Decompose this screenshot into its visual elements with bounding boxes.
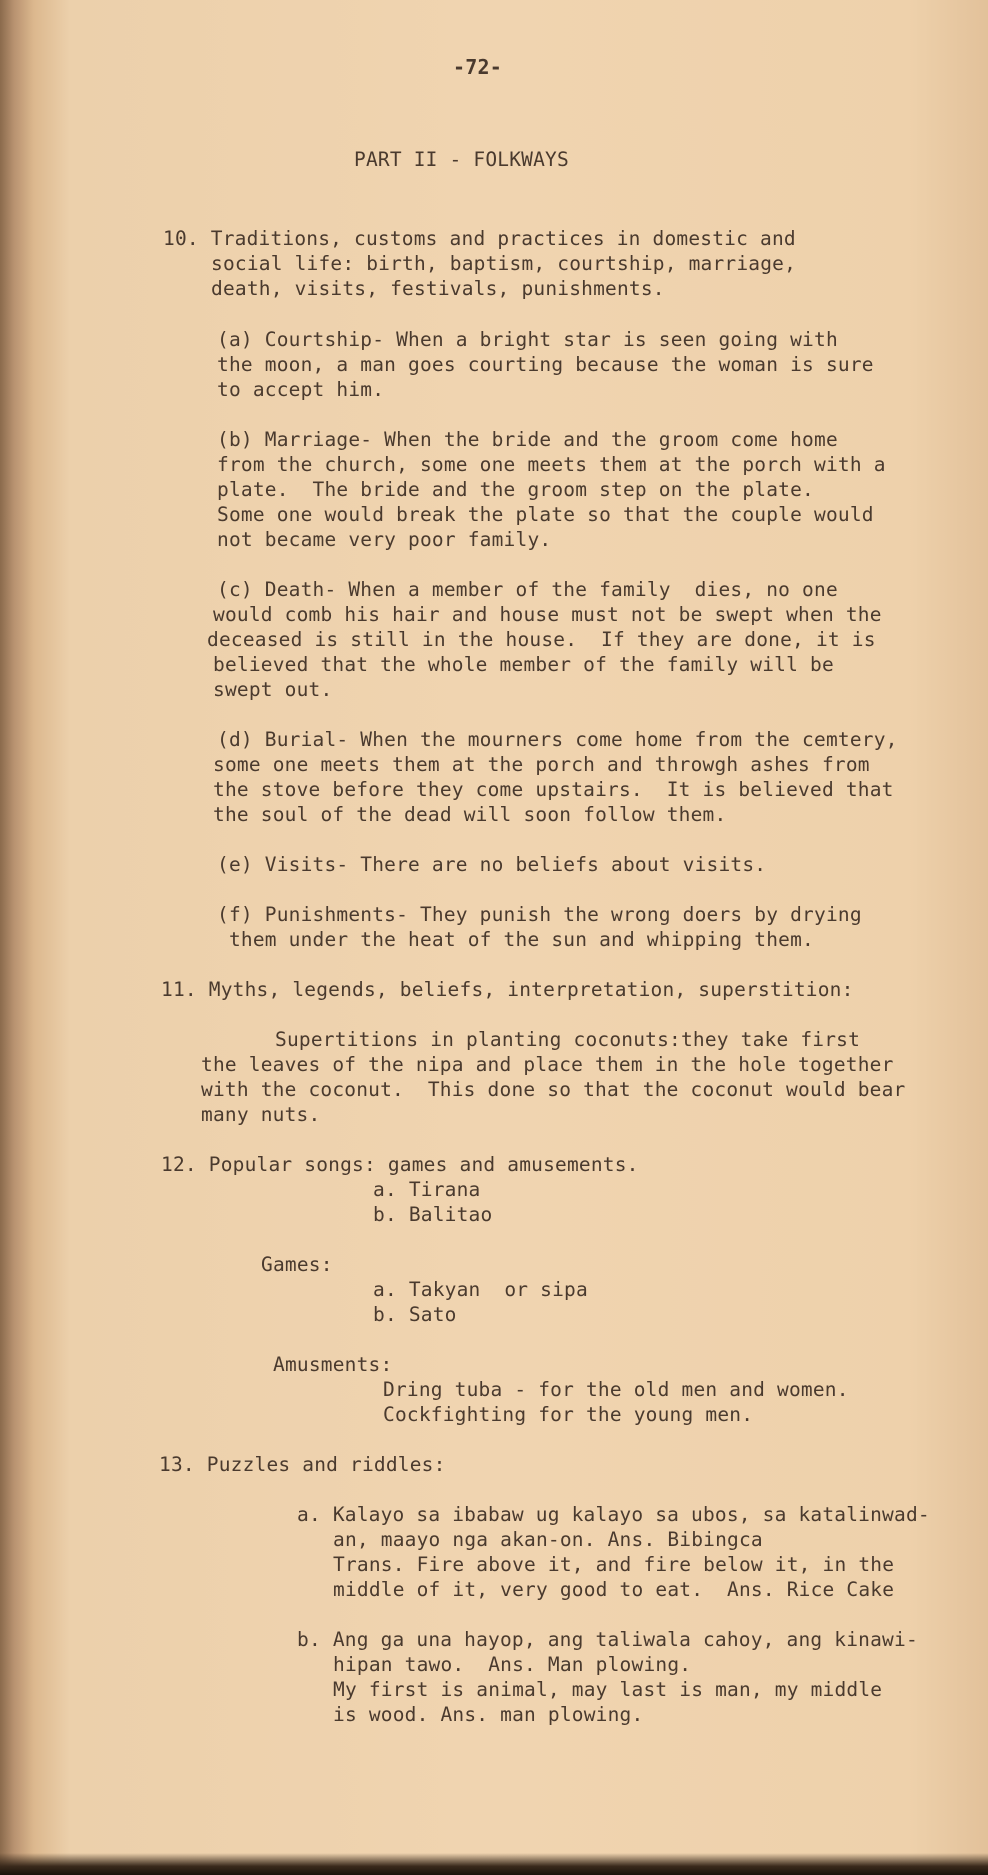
section-11-paragraph: many nuts. — [201, 1103, 321, 1126]
section-10-line: social life: birth, baptism, courtship, marriage, — [211, 252, 797, 275]
riddle-a-line: an, maayo nga akan-on. Ans. Bibingca — [333, 1528, 763, 1551]
section-10-line: death, visits, festivals, punishments. — [211, 277, 665, 300]
riddle-b-line: is wood. Ans. man plowing. — [333, 1703, 644, 1726]
burial-line: some one meets them at the porch and throwgh ashes from — [213, 753, 870, 776]
song-item: a. Tirana — [373, 1178, 481, 1201]
riddle-b-line: My first is animal, may last is man, my middle — [333, 1678, 883, 1701]
marriage-line: (b) Marriage- When the bride and the groom come home — [217, 428, 838, 451]
song-item: b. Balitao — [373, 1203, 493, 1226]
riddle-a-line: Trans. Fire above it, and fire below it, in the — [333, 1553, 895, 1576]
burial-line: the soul of the dead will soon follow them. — [213, 803, 727, 826]
games-heading: Games: — [261, 1253, 333, 1276]
riddle-a-line: middle of it, very good to eat. Ans. Rice Cake — [333, 1578, 895, 1601]
riddle-b-line: hipan tawo. Ans. Man plowing. — [333, 1653, 692, 1676]
riddle-a-line: a. Kalayo sa ibabaw ug kalayo sa ubos, sa katalinwad- — [297, 1503, 930, 1526]
burial-line: the stove before they come upstairs. It is believed that — [213, 778, 894, 801]
death-line: (c) Death- When a member of the family dies, no one — [217, 578, 838, 601]
section-13-heading: 13. Puzzles and riddles: — [159, 1453, 446, 1476]
page-edge-shadow — [0, 1853, 988, 1875]
marriage-line: from the church, some one meets them at the porch with a — [217, 453, 886, 476]
punishments-line: (f) Punishments- They punish the wrong doers by drying — [217, 903, 862, 926]
death-line: would comb his hair and house must not be swept when the — [213, 603, 882, 626]
courtship-line: the moon, a man goes courting because the woman is sure — [217, 353, 874, 376]
section-10-heading: 10. Traditions, customs and practices in domestic and — [163, 227, 796, 250]
game-item: a. Takyan or sipa — [373, 1278, 588, 1301]
section-11-heading: 11. Myths, legends, beliefs, interpretation, superstition: — [161, 978, 854, 1001]
amusement-item: Dring tuba - for the old men and women. — [383, 1378, 849, 1401]
courtship-line: (a) Courtship- When a bright star is seen going with — [217, 328, 838, 351]
amusements-heading: Amusments: — [273, 1353, 393, 1376]
death-line: believed that the whole member of the family will be — [213, 653, 834, 676]
page-number: -72- — [453, 55, 502, 79]
game-item: b. Sato — [373, 1303, 457, 1326]
burial-line: (d) Burial- When the mourners come home from the cemtery, — [217, 728, 898, 751]
death-line: swept out. — [213, 678, 333, 701]
marriage-line: not became very poor family. — [217, 528, 552, 551]
marriage-line: plate. The bride and the groom step on the plate. — [217, 478, 814, 501]
section-11-paragraph: with the coconut. This done so that the coconut would bear — [201, 1078, 906, 1101]
death-line: deceased is still in the house. If they are done, it is — [207, 628, 876, 651]
punishments-line: them under the heat of the sun and whipping them. — [217, 928, 814, 951]
marriage-line: Some one would break the plate so that the couple would — [217, 503, 874, 526]
courtship-line: to accept him. — [217, 378, 385, 401]
section-12-heading: 12. Popular songs: games and amusements. — [161, 1153, 639, 1176]
part-title: PART II - FOLKWAYS — [354, 148, 569, 171]
riddle-b-line: b. Ang ga una hayop, ang taliwala cahoy, ang kinawi- — [297, 1628, 918, 1651]
section-11-paragraph: Supertitions in planting coconuts:they take first — [275, 1028, 861, 1051]
section-11-paragraph: the leaves of the nipa and place them in the hole together — [201, 1053, 894, 1076]
visits-line: (e) Visits- There are no beliefs about visits. — [217, 853, 767, 876]
amusement-item: Cockfighting for the young men. — [383, 1403, 754, 1426]
